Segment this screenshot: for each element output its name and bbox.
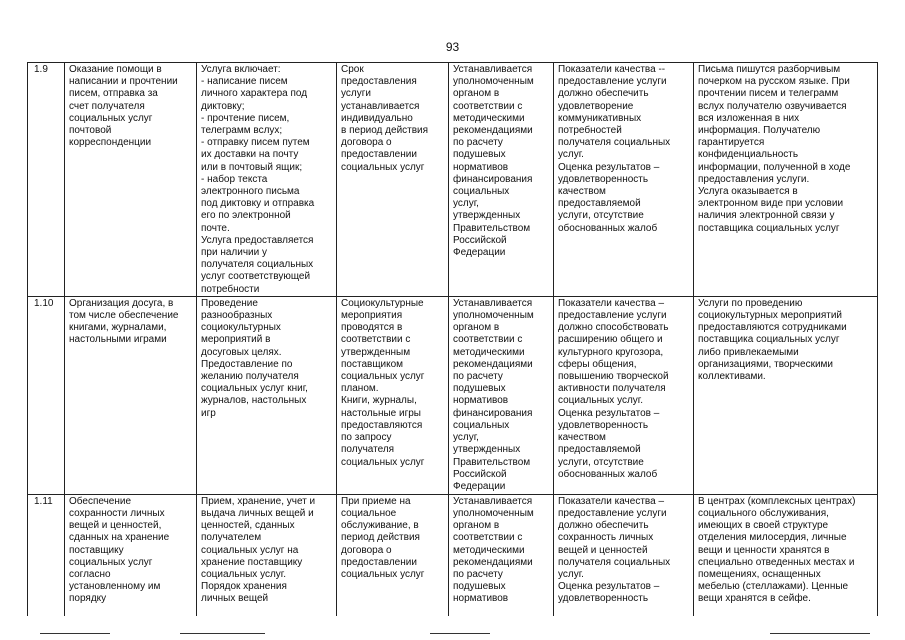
cell-text-line: органом в — [453, 520, 500, 532]
cell-text-line: В центрах (комплексных центрах) — [698, 495, 856, 507]
cell-row-number: 1.11 — [28, 494, 65, 616]
cell-text-line: ценностей, сданных — [201, 520, 295, 532]
cell-text-line: разнообразных — [201, 310, 273, 322]
cell-text-line: договора о — [341, 137, 392, 149]
cell-text-line: устанавливается — [341, 100, 420, 112]
cell-text-line: подушевых — [453, 149, 506, 161]
cell-text-line: досуговых целях. — [201, 346, 282, 358]
cell-text-line: активности получателя — [558, 383, 666, 395]
cell-text-line: Срок — [341, 64, 364, 75]
cell-text-line: книгами, журналами, — [69, 322, 167, 334]
cell-text-line: удовлетворение — [558, 100, 634, 112]
cell-text-line: электронного письма — [201, 186, 300, 198]
cell-text-line: рекомендациями — [453, 358, 533, 370]
cell-text-line: журналов, настольных — [201, 395, 307, 407]
cell-text-line: удовлетворенность — [558, 419, 649, 431]
cell-text-line: мебелью (стеллажами). Ценные — [698, 581, 849, 593]
table-row — [28, 63, 878, 297]
cell-text-line: обоснованных жалоб — [558, 222, 658, 234]
cell-text-line: период действия — [341, 532, 420, 544]
cell-text-line: личных вещей — [201, 593, 269, 605]
cell-text-line: Организация досуга, в — [69, 297, 174, 309]
cell-text-line: финансирования — [453, 173, 533, 185]
cell-text-line: Услуги по проведению — [698, 297, 803, 309]
cell-text-line: Устанавливается — [453, 495, 533, 507]
cell-text-line: Прием, хранение, учет и — [201, 495, 316, 507]
cell-text-line: Показатели качества – — [558, 297, 665, 309]
cell-text-line: социальных услуг — [341, 569, 425, 581]
cell-text-line: Услуга предоставляется — [201, 234, 314, 246]
cell-service-name — [65, 494, 197, 616]
cell-text-line: подушевых — [453, 383, 506, 395]
cell-service-conditions — [694, 494, 878, 616]
cell-text-line: наличия электронной связи у — [698, 210, 835, 222]
cell-quality-indicators — [554, 63, 694, 297]
cell-text-line: специально отведенных местах и — [698, 556, 855, 568]
cell-text-line: прочтении писем и телеграмм — [698, 88, 839, 100]
cell-text-line: организациями, творческими — [698, 358, 833, 370]
cell-text-line: настольные игры — [341, 407, 421, 419]
cell-text-line: услуг, — [453, 198, 479, 210]
cell-text-line: вещи хранятся в сейфе. — [698, 593, 811, 605]
cell-text-line: Устанавливается — [453, 297, 533, 309]
cell-text-line: имеющих в своей структуре — [698, 520, 829, 532]
cell-text-line: Показатели качества -- — [558, 64, 666, 75]
cell-text-line: нормативов — [453, 395, 509, 407]
cell-text-line: получателя социальных — [201, 259, 314, 271]
cell-text-line: Проведение — [201, 297, 258, 309]
cell-text-line: социального обслуживания, — [698, 508, 829, 520]
cell-text-line: утвержденным — [341, 346, 411, 358]
cell-text-line: Услуга включает: — [201, 64, 281, 75]
cell-text-line: информации, полученной в ходе — [698, 161, 851, 173]
cell-text-line: сферы общения, — [558, 358, 637, 370]
cell-service-term — [337, 296, 449, 494]
cell-text-line: Письма пишутся разборчивым — [698, 64, 841, 75]
cell-service-norm — [449, 494, 554, 616]
cell-text-line: нормативов — [453, 161, 509, 173]
cell-text-line: уполномоченным — [453, 76, 534, 88]
cell-text-line: предоставляемой — [558, 198, 641, 210]
cell-service-contents — [197, 494, 337, 616]
cell-text-line: его по электронной — [201, 210, 291, 222]
cell-text-line: коллективами. — [698, 371, 766, 383]
footer-rule — [770, 633, 870, 634]
cell-text-line: предоставляются сотрудниками — [698, 322, 847, 334]
cell-text-line: повышению творческой — [558, 371, 669, 383]
cell-text-line: под диктовку и отправка — [201, 198, 315, 210]
cell-text-line: предоставлении — [341, 149, 417, 161]
cell-text-line: личного характера под — [201, 88, 308, 100]
cell-text-line: согласно — [69, 569, 111, 581]
cell-text-line: помещениях, оснащенных — [698, 569, 821, 581]
cell-service-conditions — [694, 63, 878, 297]
cell-text-line: вслух получателю озвучивается — [698, 100, 847, 112]
cell-text-line: социокультурных мероприятий — [698, 310, 842, 322]
cell-text-line: должно обеспечить — [558, 520, 649, 532]
cell-row-number: 1.9 — [28, 63, 65, 297]
cell-text-line: Предоставление по — [201, 358, 293, 370]
cell-text-line: том числе обеспечение — [69, 310, 179, 322]
cell-text-line: предоставляемой — [558, 444, 641, 456]
cell-text-line: получателя социальных — [558, 137, 671, 149]
cell-text-line: соответствии с — [453, 100, 523, 112]
cell-service-contents — [197, 63, 337, 297]
cell-text-line: обоснованных жалоб — [558, 468, 658, 480]
cell-text-line: нормативов — [453, 593, 509, 605]
cell-text-line: предоставление услуги — [558, 508, 667, 520]
cell-text-line: предоставляются — [341, 419, 423, 431]
cell-text-line: диктовку; — [201, 100, 245, 112]
cell-quality-indicators — [554, 296, 694, 494]
cell-text-line: - набор текста — [201, 173, 268, 185]
cell-text-line: Федерации — [453, 247, 506, 259]
cell-text-line: мероприятий в — [201, 334, 271, 346]
cell-text-line: уполномоченным — [453, 508, 534, 520]
cell-text-line: сохранность личных — [558, 532, 654, 544]
cell-text-line: социальных услуг — [341, 371, 425, 383]
cell-text-line: социальных услуг. — [201, 569, 287, 581]
cell-text-line: телеграмм вслух; — [201, 125, 283, 137]
cell-text-line: утвержденных — [453, 444, 521, 456]
cell-text-line: обслуживание, в — [341, 520, 419, 532]
cell-service-name — [65, 296, 197, 494]
cell-text-line: методическими — [453, 112, 525, 124]
cell-text-line: предоставление услуги — [558, 76, 667, 88]
cell-text-line: настольными играми — [69, 334, 167, 346]
cell-text-line: Российской — [453, 234, 507, 246]
cell-text-line: игр — [201, 407, 216, 419]
cell-text-line: поставщика социальных услуг — [698, 334, 840, 346]
cell-service-norm — [449, 63, 554, 297]
cell-text-line: рекомендациями — [453, 125, 533, 137]
cell-text-line: соответствии с — [453, 334, 523, 346]
table-row — [28, 296, 878, 494]
cell-text-line: потребностей — [558, 125, 622, 137]
cell-text-line: по запросу — [341, 432, 392, 444]
cell-text-line: мероприятия — [341, 310, 403, 322]
cell-text-line: удовлетворенность — [558, 593, 649, 605]
cell-text-line: услуг. — [558, 149, 584, 161]
cell-text-line: услуги, отсутствие — [558, 456, 644, 468]
cell-text-line: сохранности личных — [69, 508, 165, 520]
cell-text-line: органом в — [453, 322, 500, 334]
cell-text-line: по расчету — [453, 137, 503, 149]
cell-text-line: - отправку писем путем — [201, 137, 310, 149]
cell-service-name — [65, 63, 197, 297]
cell-text-line: При приеме на — [341, 495, 411, 507]
cell-text-line: почте. — [201, 222, 230, 234]
cell-text-line: социальных услуг книг, — [201, 383, 308, 395]
page-number: 93 — [445, 40, 460, 54]
cell-text-line: написании и прочтении — [69, 76, 178, 88]
cell-text-line: социальное — [341, 508, 397, 520]
cell-text-line: предоставление услуги — [558, 310, 667, 322]
cell-text-line: утвержденных — [453, 210, 521, 222]
cell-text-line: планом. — [341, 383, 379, 395]
cell-text-line: Федерации — [453, 480, 506, 492]
cell-text-line: вещей и ценностей — [558, 544, 648, 556]
cell-text-line: - написание писем — [201, 76, 288, 88]
cell-text-line: желанию получателя — [201, 371, 299, 383]
cell-text-line: или в почтовый ящик; — [201, 161, 303, 173]
cell-text-line: установленному им — [69, 581, 161, 593]
cell-text-line: в период действия — [341, 125, 429, 137]
cell-text-line: органом в — [453, 88, 500, 100]
cell-text-line: Оценка результатов – — [558, 407, 660, 419]
cell-text-line: услуги — [341, 88, 371, 100]
cell-text-line: Правительством — [453, 222, 531, 234]
cell-text-line: предоставлении — [341, 556, 417, 568]
cell-text-line: методическими — [453, 544, 525, 556]
cell-text-line: услуг. — [558, 569, 584, 581]
cell-text-line: соответствии с — [453, 532, 523, 544]
cell-service-term — [337, 494, 449, 616]
cell-text-line: культурного кругозора, — [558, 346, 664, 358]
cell-text-line: проводятся в — [341, 322, 403, 334]
cell-text-line: услуг, — [453, 432, 479, 444]
cell-text-line: отделения милосердия, личные — [698, 532, 847, 544]
cell-text-line: информация. Получателю — [698, 125, 821, 137]
cell-row-number: 1.10 — [28, 296, 65, 494]
cell-text-line: социокультурных — [201, 322, 281, 334]
cell-service-term — [337, 63, 449, 297]
cell-text-line: Услуга оказывается в — [698, 186, 798, 198]
cell-text-line: социальных услуг — [69, 556, 153, 568]
cell-text-line: социальных услуг — [341, 161, 425, 173]
cell-text-line: предоставления услуги. — [698, 173, 810, 185]
cell-text-line: Российской — [453, 468, 507, 480]
cell-text-line: Устанавливается — [453, 64, 533, 75]
cell-service-conditions — [694, 296, 878, 494]
cell-text-line: их доставки на почту — [201, 149, 299, 161]
cell-text-line: индивидуально — [341, 112, 413, 124]
cell-text-line: удовлетворенность — [558, 173, 649, 185]
cell-text-line: почтовой — [69, 125, 112, 137]
cell-text-line: получателя социальных — [558, 556, 671, 568]
cell-text-line: по расчету — [453, 371, 503, 383]
cell-text-line: поставщика социальных услуг — [698, 222, 840, 234]
cell-text-line: услуги, отсутствие — [558, 210, 644, 222]
cell-text-line: порядку — [69, 593, 107, 605]
cell-text-line: коммуникативных — [558, 112, 642, 124]
cell-text-line: методическими — [453, 346, 525, 358]
cell-text-line: договора о — [341, 544, 392, 556]
cell-text-line: получателем — [201, 532, 262, 544]
cell-text-line: Оказание помощи в — [69, 64, 162, 75]
cell-text-line: по расчету — [453, 569, 503, 581]
cell-text-line: сданных на хранение — [69, 532, 170, 544]
cell-text-line: должно обеспечить — [558, 88, 649, 100]
cell-text-line: должно способствовать — [558, 322, 669, 334]
cell-text-line: качеством — [558, 186, 606, 198]
cell-text-line: Показатели качества – — [558, 495, 665, 507]
cell-text-line: качеством — [558, 432, 606, 444]
cell-text-line: вся изложенная в них — [698, 112, 800, 124]
cell-text-line: Порядок хранения — [201, 581, 287, 593]
footer-rule — [430, 633, 490, 634]
cell-service-contents — [197, 296, 337, 494]
cell-text-line: поставщиком — [341, 358, 404, 370]
cell-text-line: подушевых — [453, 581, 506, 593]
cell-text-line: писем, отправка за — [69, 88, 158, 100]
cell-text-line: Оценка результатов – — [558, 161, 660, 173]
cell-text-line: социальных услуг — [69, 112, 153, 124]
footer-rule — [180, 633, 265, 634]
services-table — [27, 62, 878, 616]
cell-text-line: соответствии с — [341, 334, 411, 346]
cell-text-line: социальных — [453, 186, 510, 198]
cell-text-line: социальных услуг — [341, 456, 425, 468]
cell-text-line: социальных услуг. — [558, 395, 644, 407]
cell-text-line: получателя — [341, 444, 395, 456]
cell-text-line: при наличии у — [201, 247, 268, 259]
cell-text-line: предоставления — [341, 76, 417, 88]
cell-text-line: почерком на русском языке. При — [698, 76, 850, 88]
cell-text-line: Правительством — [453, 456, 531, 468]
cell-text-line: конфиденциальность — [698, 149, 799, 161]
cell-quality-indicators — [554, 494, 694, 616]
cell-text-line: вещей и ценностей, — [69, 520, 162, 532]
cell-text-line: рекомендациями — [453, 556, 533, 568]
cell-text-line: Книги, журналы, — [341, 395, 417, 407]
cell-text-line: Социокультурные — [341, 297, 424, 309]
cell-text-line: социальных — [453, 419, 510, 431]
cell-text-line: вещи и ценности хранятся в — [698, 544, 830, 556]
cell-text-line: счет получателя — [69, 100, 145, 112]
cell-text-line: поставщику — [69, 544, 124, 556]
cell-text-line: социальных услуг на — [201, 544, 299, 556]
cell-text-line: расширению общего и — [558, 334, 663, 346]
cell-service-norm — [449, 296, 554, 494]
table-row — [28, 494, 878, 616]
cell-text-line: - прочтение писем, — [201, 112, 290, 124]
cell-text-line: Оценка результатов – — [558, 581, 660, 593]
cell-text-line: хранение поставщику — [201, 556, 303, 568]
cell-text-line: электронном виде при условии — [698, 198, 844, 210]
cell-text-line: уполномоченным — [453, 310, 534, 322]
cell-text-line: потребности — [201, 283, 260, 295]
footer-rule — [40, 633, 110, 634]
cell-text-line: гарантируется — [698, 137, 765, 149]
cell-text-line: корреспонденции — [69, 137, 152, 149]
cell-text-line: финансирования — [453, 407, 533, 419]
cell-text-line: Обеспечение — [69, 495, 132, 507]
cell-text-line: услуг соответствующей — [201, 271, 311, 283]
cell-text-line: либо привлекаемыми — [698, 346, 799, 358]
cell-text-line: выдача личных вещей и — [201, 508, 314, 520]
